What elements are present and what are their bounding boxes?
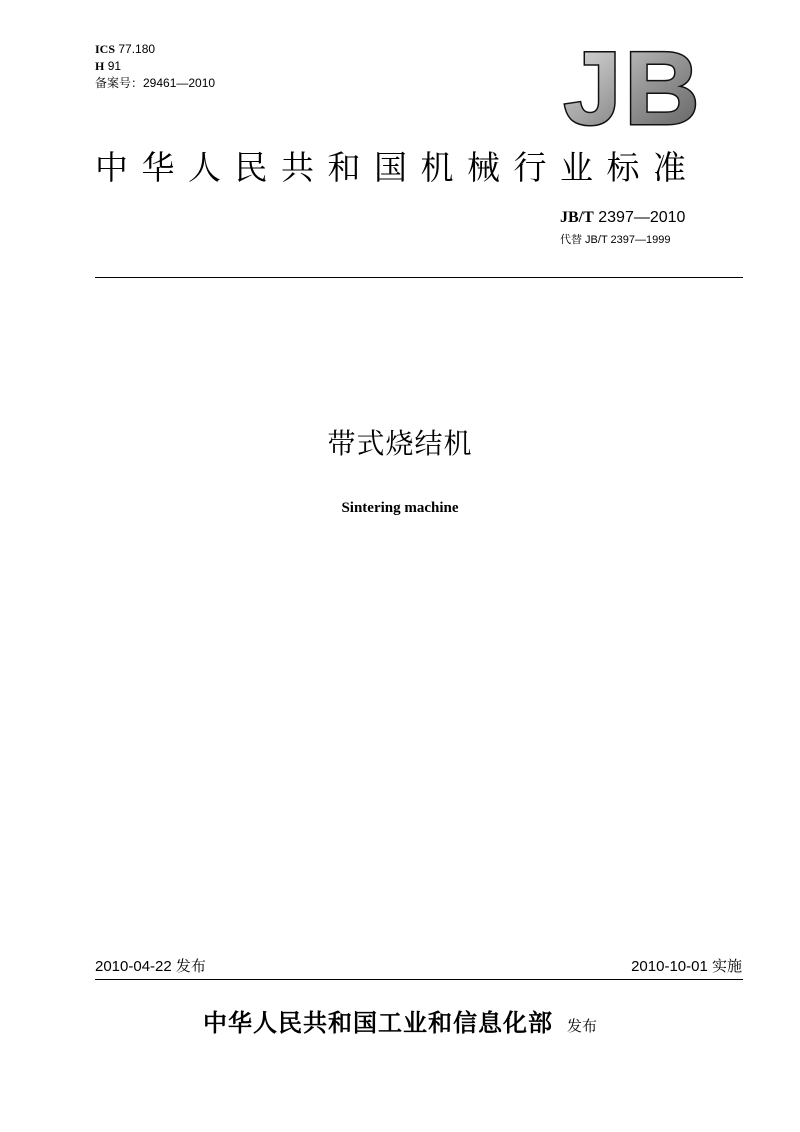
record-number: 备案号：29461—2010	[95, 76, 216, 90]
document-title-en: Sintering machine	[341, 500, 459, 516]
ics-code	[95, 41, 155, 58]
standard-code: JB/T	[560, 209, 594, 226]
publish-label: 发布	[566, 1018, 597, 1035]
ics-value: 77.180	[118, 42, 156, 56]
document-title-zh: 带式烧结机	[327, 428, 473, 459]
jb-logo	[560, 44, 706, 128]
ccs-label: H	[95, 59, 105, 73]
ccs-value: 91	[107, 59, 122, 73]
replaces-standard: 代替 JB/T 2397—1999	[560, 234, 671, 246]
ccs-code	[95, 58, 121, 75]
standard-number	[560, 208, 685, 228]
issue-date: 2010-04-22 发布	[95, 958, 206, 975]
effective-date: 2010-10-01 实施	[631, 958, 742, 975]
logo-text: JB	[563, 44, 703, 128]
standard-category-title: 中华人民共和国机械行业标准	[95, 149, 700, 186]
standard-number-value: 2397—2010	[598, 209, 686, 226]
header-divider	[95, 277, 743, 278]
footer-divider	[95, 979, 743, 980]
ics-label: ICS	[95, 42, 116, 56]
publisher	[0, 1003, 800, 1038]
publisher-name: 中华人民共和国工业和信息化部	[202, 1010, 553, 1037]
